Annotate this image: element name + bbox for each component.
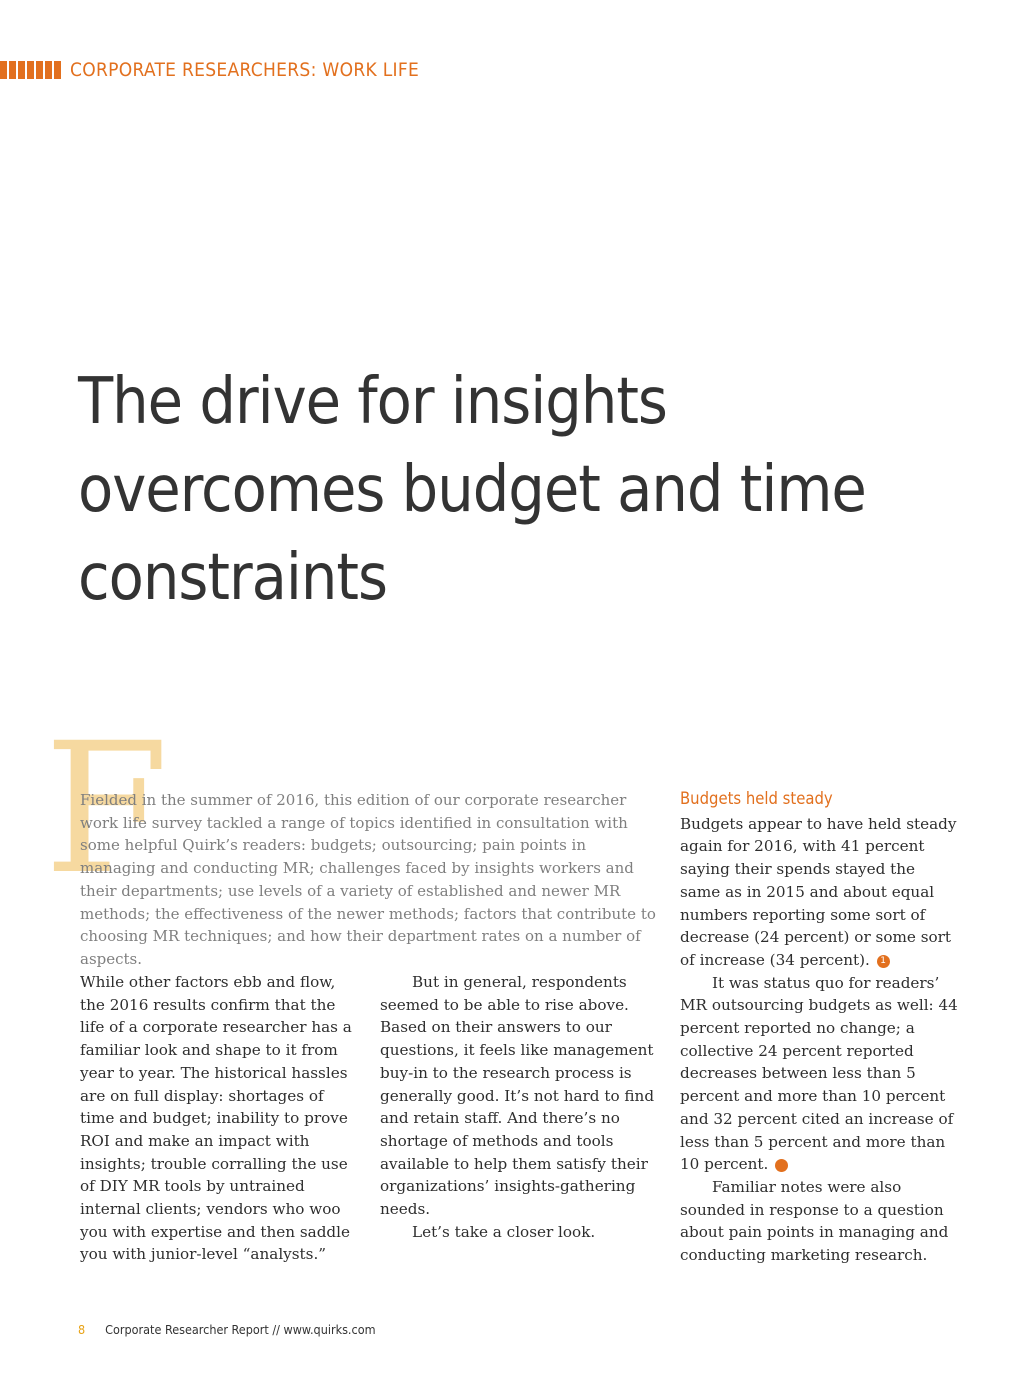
intro-paragraph: Fielded in the summer of 2016, this edition of our corporate researcher work life survey tackled a range of topics identified in consultation with some helpful Quirk’s readers: budgets; outsourcing; pain points in managing and conducting MR; challenges faced by insights workers and their departments; use levels of a variety of established and newer MR methods; the effectiveness of the newer methods; factors that contribute to choosing MR techniques; and how their department rates on a number of aspects. <box>80 791 656 968</box>
figure-2-badge: 2 <box>775 1159 788 1172</box>
figure-1-badge: 1 <box>877 955 890 968</box>
col3-paragraph-1 <box>680 813 960 972</box>
col1-paragraph-1: While other factors ebb and flow, the 2016 results confirm that the life of a corporate researcher has a familiar look and shape to it from year to year. The historical hassles are on full display: shortages of time and budget; inability to prove ROI and make an impact with insights; trouble corralling the use of DIY MR tools by untrained internal clients; vendors who woo you with expertise and then saddle you with junior-level “analysts.” <box>80 973 352 1264</box>
section-title: CORPORATE RESEARCHERS: WORK LIFE <box>70 59 420 81</box>
col3-paragraph-3: Familiar notes were also sounded in response to a question about pain points in managing and conducting marketing research. <box>680 1177 949 1265</box>
col3-paragraph-1-text: Budgets appear to have held steady again for 2016, with 41 percent saying their spends stayed the same as in 2015 and about equal numbers reporting some sort of decrease (24 percent) or some sort of increase (34 percent). <box>680 814 957 969</box>
col2-paragraph-2: Let’s take a closer look. <box>412 1222 596 1241</box>
section-bars-icon <box>0 61 61 79</box>
col3-paragraph-2 <box>680 972 960 1176</box>
col3-paragraph-2-text: It was status quo for readers’ MR outsourcing budgets as well: 44 percent reported no change; a collective 24 percent reported decreases between less than 5 percent and more than 10 percent and 32 percent cited an increase of less than 5 percent and more than 10 percent. <box>680 973 958 1174</box>
body-column-1 <box>80 971 352 1266</box>
publication-url[interactable]: www.quirks.com <box>283 1322 376 1337</box>
page-footer <box>78 1322 376 1337</box>
col2-paragraph-1: But in general, respondents seemed to be able to rise above. Based on their answers to our questions, it feels like management buy-in to the research process is generally good. It’s not hard to find and retain staff. And there’s no shortage of methods and tools available to help them satisfy their organizations’ insights-gathering needs. <box>380 973 655 1219</box>
publication-name: Corporate Researcher Report <box>105 1322 269 1337</box>
footer-citation <box>105 1322 375 1337</box>
body-column-2 <box>380 971 655 1243</box>
page-number: 8 <box>78 1322 86 1337</box>
article-headline: The drive for insights overcomes budget and time constraints <box>78 365 866 615</box>
drop-cap: F <box>44 705 169 914</box>
body-column-3 <box>680 788 960 1267</box>
section-header <box>0 59 419 81</box>
budgets-subhead: Budgets held steady <box>680 789 833 808</box>
footer-separator: // <box>272 1322 280 1337</box>
